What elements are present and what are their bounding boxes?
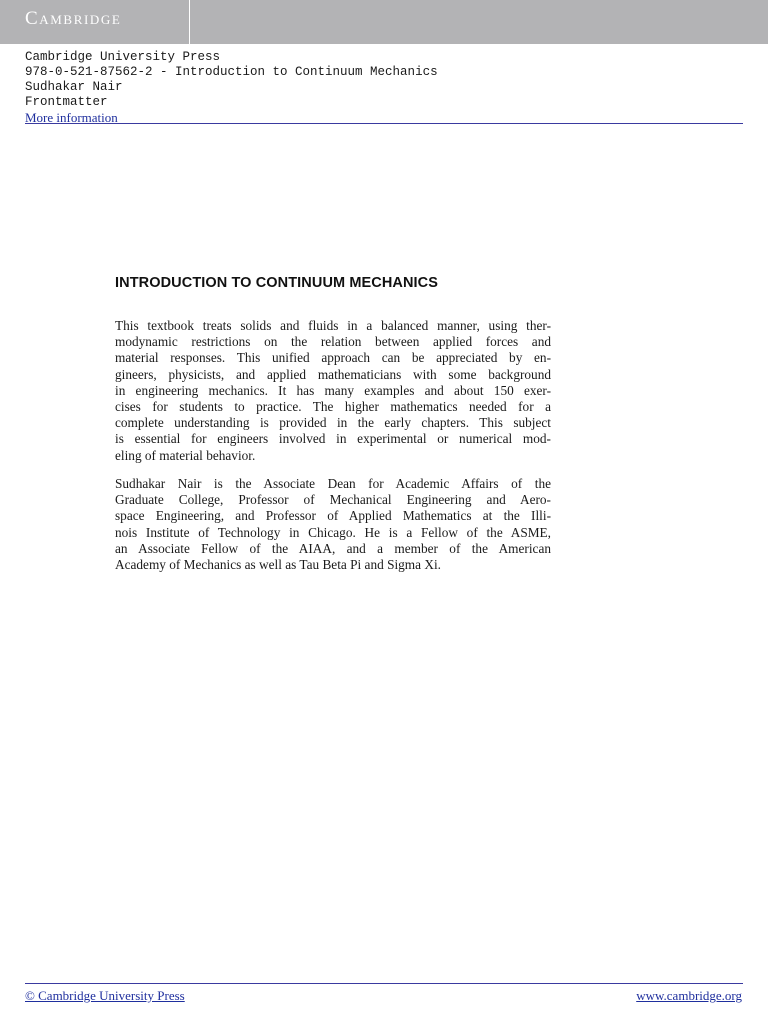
bio-line: Academy of Mechanics as well as Tau Beta Pi and Sigma Xi. <box>115 557 441 573</box>
book-metadata <box>25 50 438 127</box>
description-line: modynamic restrictions on the relation between applied forces and <box>115 334 551 350</box>
header-divider <box>25 123 743 124</box>
more-information-link[interactable]: More information <box>25 110 118 125</box>
cambridge-logo <box>0 0 190 44</box>
description-line: eling of material behavior. <box>115 447 256 463</box>
description-line: This textbook treats solids and fluids in a balanced manner, using ther- <box>115 318 551 333</box>
bio-line: nois Institute of Technology in Chicago. He is a Fellow of the ASME, <box>115 524 551 540</box>
description-line: complete understanding is provided in the early chapters. This subject <box>115 415 551 431</box>
section-name: Frontmatter <box>25 95 108 109</box>
author-name: Sudhakar Nair <box>25 80 123 94</box>
bio-line: space Engineering, and Professor of Applied Mathematics at the Illi- <box>115 508 551 524</box>
bio-line: Graduate College, Professor of Mechanical Engineering and Aero- <box>115 492 551 508</box>
book-description <box>115 318 551 464</box>
description-line: is essential for engineers involved in experimental or numerical mod- <box>115 431 551 447</box>
bio-line: Sudhakar Nair is the Associate Dean for Academic Affairs of the <box>115 476 551 491</box>
author-bio <box>115 476 551 573</box>
header-banner <box>0 0 768 44</box>
footer-divider <box>25 983 743 984</box>
description-line: cises for students to practice. The higher mathematics needed for a <box>115 399 551 415</box>
copyright-notice: © Cambridge University Press <box>25 988 185 1003</box>
description-line: gineers, physicists, and applied mathematicians with some background <box>115 366 551 382</box>
logo-text: Cambridge <box>25 8 122 29</box>
website-link[interactable]: www.cambridge.org <box>636 988 742 1003</box>
description-line: in engineering mechanics. It has many examples and about 150 exer- <box>115 382 551 398</box>
publisher-name: Cambridge University Press <box>25 50 221 64</box>
bio-line: an Associate Fellow of the AIAA, and a member of the American <box>115 540 551 556</box>
book-title: INTRODUCTION TO CONTINUUM MECHANICS <box>115 275 439 291</box>
isbn-title-line: 978-0-521-87562-2 - Introduction to Continuum Mechanics <box>25 65 438 79</box>
description-line: material responses. This unified approach can be appreciated by en- <box>115 350 551 366</box>
